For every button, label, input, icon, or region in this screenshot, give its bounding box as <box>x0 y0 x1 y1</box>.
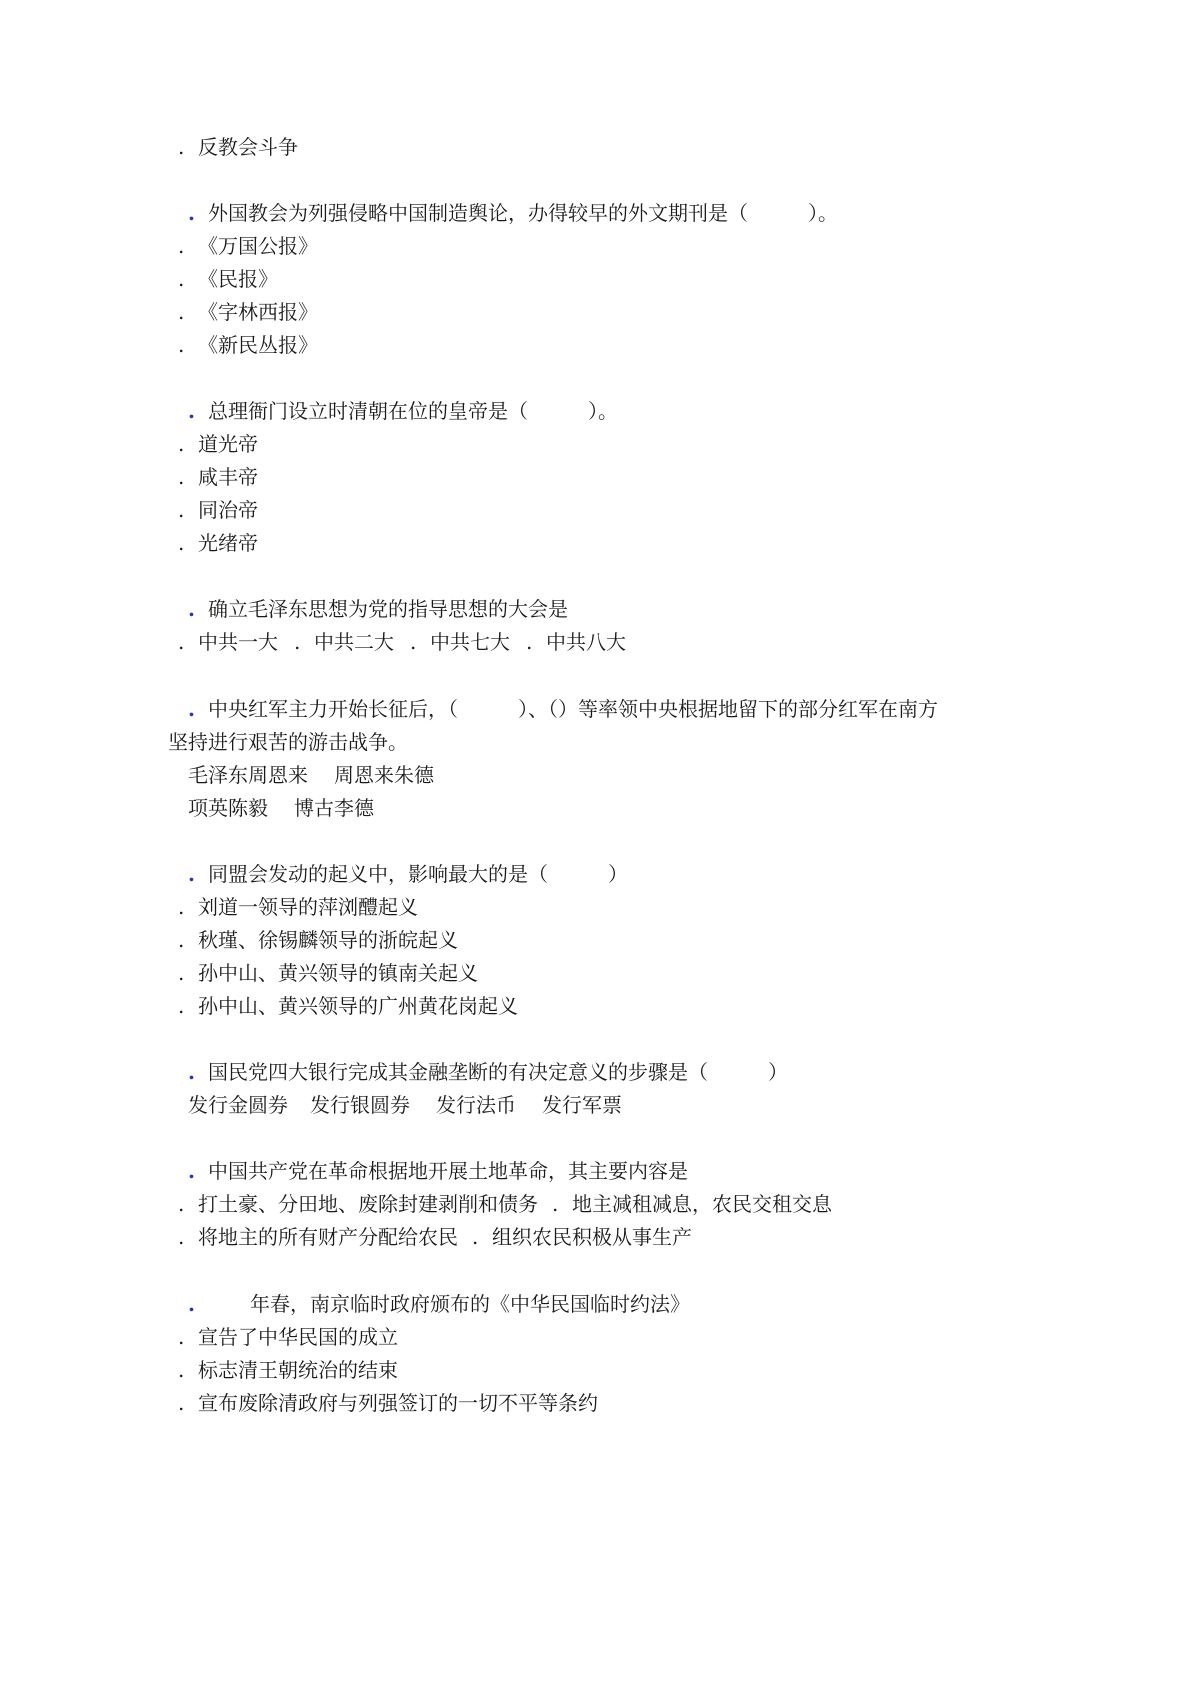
option-marker: . <box>178 1192 185 1216</box>
option-text: 《民报》 <box>198 267 278 291</box>
answer-option <box>178 430 258 458</box>
option-text: 打土豪、分田地、废除封建剥削和债务 <box>198 1192 538 1216</box>
option-marker: . <box>178 135 185 159</box>
option-marker: . <box>178 531 185 555</box>
option-marker: . <box>178 1358 185 1382</box>
question-stem <box>188 695 938 723</box>
option-text: 中共七大 <box>430 630 510 654</box>
question-marker: . <box>188 201 195 225</box>
question-stem <box>188 199 838 227</box>
option-text: 孙中山、黄兴领导的广州黄花岗起义 <box>198 994 518 1018</box>
question-stem <box>188 1157 688 1185</box>
option-text: 中共一大 <box>198 630 278 654</box>
option-marker: . <box>410 630 417 654</box>
option-marker: . <box>178 928 185 952</box>
option-marker: . <box>178 895 185 919</box>
option-marker: . <box>178 465 185 489</box>
option-text: 孙中山、黄兴领导的镇南关起义 <box>198 961 478 985</box>
question-marker: . <box>188 399 195 423</box>
question-text: 中央红军主力开始长征后，（ ）、（）等率领中央根据地留下的部分红军在南方 <box>208 697 938 721</box>
question-text: 确立毛泽东思想为党的指导思想的大会是 <box>208 597 568 621</box>
option-marker: . <box>178 498 185 522</box>
answer-options-row <box>188 794 374 822</box>
answer-option <box>178 1356 398 1384</box>
answer-option <box>178 1323 398 1351</box>
answer-options-row <box>188 761 434 789</box>
option-text: 光绪帝 <box>198 531 258 555</box>
answer-option <box>178 133 298 161</box>
answer-option <box>178 1389 598 1417</box>
question-marker: . <box>188 597 195 621</box>
answer-option <box>178 893 418 921</box>
option-text: 标志清王朝统治的结束 <box>198 1358 398 1382</box>
question-text: 总理衙门设立时清朝在位的皇帝是（ ）。 <box>208 399 618 423</box>
option-text: 发行法币 <box>436 1093 516 1117</box>
option-marker: . <box>526 630 533 654</box>
option-text: 发行银圆券 <box>310 1093 410 1117</box>
option-marker: . <box>178 234 185 258</box>
option-marker: . <box>178 1325 185 1349</box>
answer-option <box>178 926 458 954</box>
answer-option <box>178 496 258 524</box>
question-text: 中国共产党在革命根据地开展土地革命，其主要内容是 <box>208 1159 688 1183</box>
question-stem <box>188 1058 788 1086</box>
answer-option <box>178 265 278 293</box>
answer-option <box>178 331 318 359</box>
option-text: 中共八大 <box>546 630 626 654</box>
option-text: 发行军票 <box>542 1093 622 1117</box>
option-marker: . <box>552 1192 559 1216</box>
question-marker: . <box>188 1292 195 1316</box>
question-stem-continued <box>168 728 408 756</box>
answer-options-row <box>188 1091 622 1119</box>
question-stem <box>188 595 568 623</box>
question-stem <box>188 860 628 888</box>
option-marker: . <box>178 267 185 291</box>
answer-option <box>178 232 318 260</box>
option-marker: . <box>178 961 185 985</box>
option-text: 将地主的所有财产分配给农民 <box>198 1225 458 1249</box>
question-stem <box>188 1290 690 1318</box>
option-marker: . <box>178 432 185 456</box>
option-text: 地主减租减息，农民交租交息 <box>572 1192 832 1216</box>
option-text: 秋瑾、徐锡麟领导的浙皖起义 <box>198 928 458 952</box>
option-marker: . <box>294 630 301 654</box>
answer-option <box>178 529 258 557</box>
question-text: 年春，南京临时政府颁布的《中华民国临时约法》 <box>250 1292 690 1316</box>
option-text: 组织农民积极从事生产 <box>492 1225 692 1249</box>
option-text: 中共二大 <box>314 630 394 654</box>
option-marker: . <box>178 1391 185 1415</box>
option-marker: . <box>178 630 185 654</box>
option-text: 宣告了中华民国的成立 <box>198 1325 398 1349</box>
answer-options-row <box>178 1190 832 1218</box>
option-text: 《新民丛报》 <box>198 333 318 357</box>
question-stem <box>188 397 618 425</box>
option-text: 发行金圆券 <box>188 1093 288 1117</box>
option-marker: . <box>178 333 185 357</box>
question-marker: . <box>188 1159 195 1183</box>
answer-options-row <box>178 628 626 656</box>
question-text: 同盟会发动的起义中，影响最大的是（ ） <box>208 862 628 886</box>
question-text: 国民党四大银行完成其金融垄断的有决定意义的步骤是（ ） <box>208 1060 788 1084</box>
option-text: 道光帝 <box>198 432 258 456</box>
option-text: 宣布废除清政府与列强签订的一切不平等条约 <box>198 1391 598 1415</box>
option-text: 《万国公报》 <box>198 234 318 258</box>
answer-options-row <box>178 1223 692 1251</box>
answer-option <box>178 298 318 326</box>
option-marker: . <box>472 1225 479 1249</box>
option-text: 《字林西报》 <box>198 300 318 324</box>
option-text: 周恩来朱德 <box>334 763 434 787</box>
option-marker: . <box>178 994 185 1018</box>
answer-option <box>178 992 518 1020</box>
option-marker: . <box>178 300 185 324</box>
option-text: 项英陈毅 <box>188 796 268 820</box>
option-text: 毛泽东周恩来 <box>188 763 308 787</box>
option-text: 同治帝 <box>198 498 258 522</box>
option-marker: . <box>178 1225 185 1249</box>
question-marker: . <box>188 862 195 886</box>
option-text: 博古李德 <box>294 796 374 820</box>
answer-option <box>178 463 258 491</box>
question-text: 坚持进行艰苦的游击战争。 <box>168 730 408 754</box>
option-text: 咸丰帝 <box>198 465 258 489</box>
question-text: 外国教会为列强侵略中国制造舆论，办得较早的外文期刊是（ ）。 <box>208 201 838 225</box>
answer-option <box>178 959 478 987</box>
option-text: 反教会斗争 <box>198 135 298 159</box>
question-marker: . <box>188 1060 195 1084</box>
question-marker: . <box>188 697 195 721</box>
option-text: 刘道一领导的萍浏醴起义 <box>198 895 418 919</box>
